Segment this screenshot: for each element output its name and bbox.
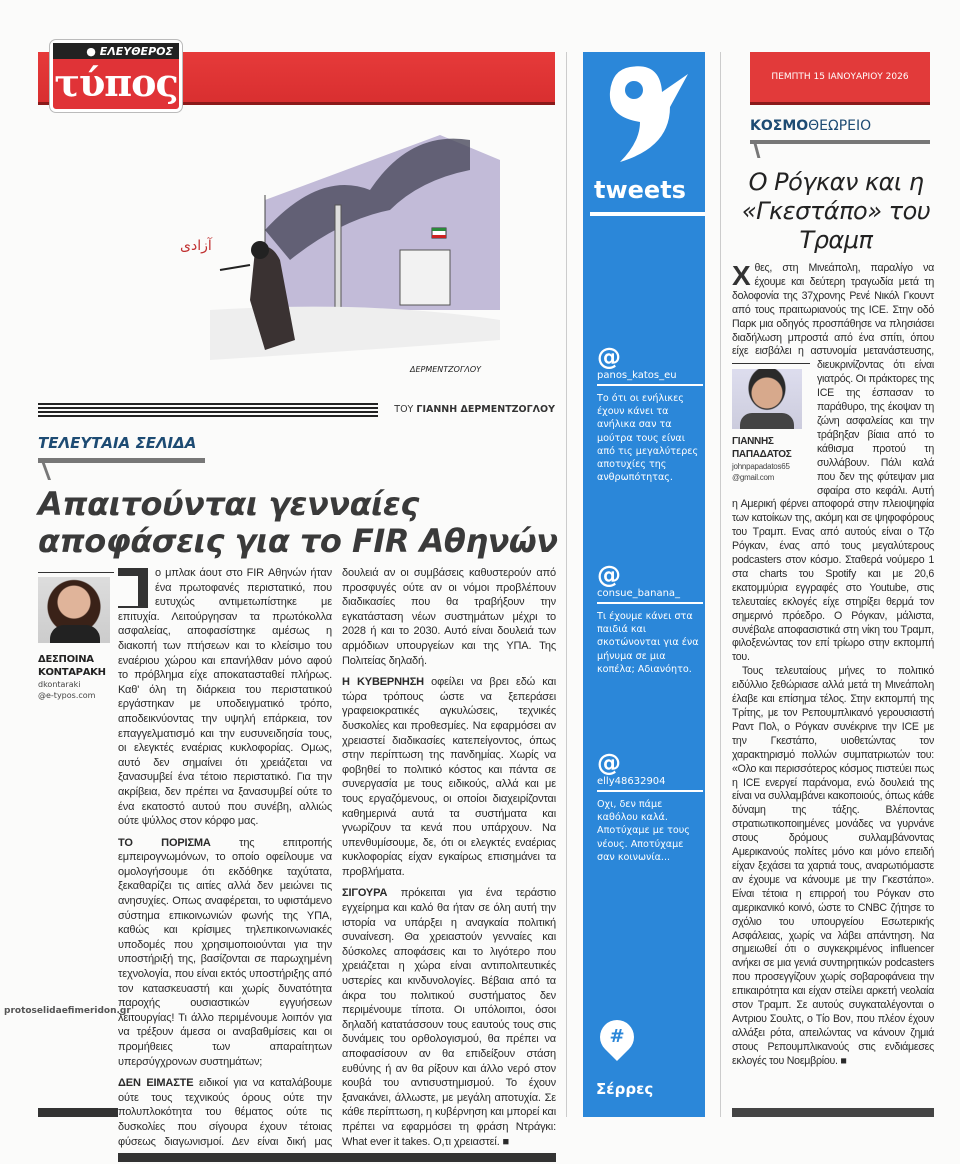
tweet-text: Οχι, δεν πάμε καθόλου καλά. Αποτύχαμε με τους νέους. Αποτύχαμε σαν κοινωνία... (597, 799, 690, 863)
tweet-handle: consue_banana_ (597, 588, 703, 604)
columnist-photo (732, 369, 802, 429)
editorial-cartoon (170, 110, 510, 395)
tweet-text: Τι έχουμε κάνει στα παιδιά και σκοτώνονται για ένα μήνυμα σε μια κοπέλα; Αδιανόητο. (597, 611, 699, 675)
article-wrapper (118, 566, 556, 1162)
paragraph: ΔΕΝ ΕΙΜΑΣΤΕ ειδικοί για να καταλάβουμε ούτε τους τεχνικούς όρους ούτε την πολυπλοκότητα του θέματος ούτε τις δυσκολίες που σίγουρα έχουν τέτοιας φύσεως διαγωνισμοί. Δεν είναι δική μας δουλειά αν οι συμβάσεις καθυστερούν από προσφυγές ούτε αν οι νόμοι προβλέπουν διαδικασίες που θα τραβήξουν την εγκατάσταση νέων συστημάτων μέχρι το 2028 ή και το 2030. Αυτό είναι δουλειά των αρμόδιων υπουργείων και της ΥΠΑ. Της Πολιτείας δηλαδή. (118, 567, 556, 1148)
tweet-text: Το ότι οι ενήλικες έχουν κάνει τα ανήλικα σαν τα μούτρα τους είναι από τις μεγαλύτερες αποτυχίες της ανθρωπότητας. (597, 393, 699, 484)
tweet-handle: elly48632904 (597, 776, 703, 792)
author-block (38, 572, 114, 701)
section-bar (38, 458, 205, 463)
at-icon: @ (597, 343, 621, 371)
author-name: ΔΕΣΠΟΙΝΑ ΚΟΝΤΑΡΑΚΗ (38, 654, 106, 678)
tweets-bar (590, 212, 705, 216)
column-section-bar (750, 140, 930, 144)
paragraph: ΣΙΓΟΥΡΑ πρόκειται για ένα τεράστιο εγχείρημα και καλό θα ήταν σε όλη αυτή την ιστορία να υπάρξει η αναγκαία πολιτική συναίνεση. Θα χρειαστούν γενναίες και δύσκολες αποφάσεις και το λιγότερο που χρειάζεται η χώρα είναι αντιπολιτευτικές υστερίες και κινδυνολογίες. Βέβαια από τα άκρα του πολιτικού συστήματος δεν περιμένουμε τίποτα. Οι υπόλοιποι, όσοι δηλαδή κατατάσσουν τους εαυτούς τους στις δυνάμεις του ορθολογισμού, θα πρέπει να αποφασίσουν αν θα επιδείξουν στάση ευθύνης ή αν θα ρίξουν και άλλο νερό στον κουβά του αντισυστημισμού. Το έχουν ξανακάνει, άλλωστε, με μεγάλη αποτυχία. Σε κάθε περίπτωση, η κυβέρνηση και μπορεί και πρέπει να εφαρμόσει τη φράση Ντράγκι: What ever it takes. Ο,τι χρειαστεί. ■ (342, 887, 556, 1148)
logo-top: ● ΕΛΕΥΘΕΡΟΣ (53, 43, 179, 59)
cartoon-signature: ΔΕΡΜΕΝΤΖΟΓΛΟΥ (410, 365, 482, 374)
tweets-city: Σέρρες (596, 1080, 654, 1098)
cartoon-stripes (38, 403, 378, 418)
tweet (597, 344, 703, 484)
column-divider (720, 52, 721, 1117)
tweet (597, 750, 703, 864)
cartoon-caption: آزادی (180, 238, 212, 254)
credit-prefix: ΤΟΥ (394, 404, 414, 415)
column-divider (566, 52, 567, 1117)
at-icon: @ (597, 561, 621, 589)
author-email[interactable]: dkontaraki @e-typos.com (38, 680, 96, 700)
paragraph: ΤΟ ΠΟΡΙΣΜΑ της επιτροπής εμπειρογνωμόνων, το οποίο οφείλουμε να ομολογήσουμε ότι εκδόθηκε ταχύτατα, ξεκαθαρίζει τις αιτίες αλλά δεν μειώνει τις ανησυχίες. Οπως αναφέρεται, το υφιστάμενο σύστημα επικοινωνιών φωνής της ΥΠΑ, καθώς και κρίσιμες τηλεπικοινωνιακές υποδομές που χρησιμοποιούνται για την υποστήριξή της, βασίζονται σε παρωχημένη τεχνολογία, που είναι εκτός υποστήριξης από τον κατασκευαστή και χωρίς δυνατότητα παροχής ουσιαστικών εγγυήσεων λειτουργίας! Τι άλλο περιμένουμε λοιπόν για να τρέξουν άμεσα οι αναβαθμίσεις και οι προμήθειες των απαραίτητων υπερσύγχρονων συστημάτων; (118, 836, 332, 1068)
logo-main: τύπος (54, 60, 178, 105)
watermark: protoselidaefimeridon.gr (4, 1006, 131, 1016)
tweets-label: tweets (594, 176, 686, 204)
author-photo (38, 577, 110, 643)
column-wrapper (732, 262, 934, 1117)
article-headline: Απαιτούνται γενναίες αποφάσεις για το FIR Αθηνών (38, 485, 558, 560)
section-label: ΤΕΛΕΥΤΑΙΑ ΣΕΛΙΔΑ (38, 434, 197, 452)
bottom-bar (118, 1153, 556, 1162)
paragraph: Χθες, στη Μινεάπολη, παραλίγο να έχουμε και δεύτερη τραγωδία μετά τη δολοφονία της 37χρονης Ρενέ Νικόλ Γκουντ από τους πραιτωριανούς της ICE. Στην οδό Παρκ μια οδηγός προσπάθησε να πλησιάσει διαδήλωση μπροστά από ένα σπίτι, όπου είχε εισβάλει η αστυνομία μετανάστευσης, διευκρινίζοντας ότι είναι ΓΙΑΝΝΗΣ ΠΑΠΑΔΑΤΟΣ johnpapadatos65 @gmail.com γιατρός. Οι πράκτορες της ICE της έσπασαν το παράθυρο, της έκοψαν τη ζώνη ασφαλείας και την τράβηξαν βίαια από το κάθισμα προτού τη συλλάβουν. Πάλι καλά που δεν της φύτεψαν μια σφαίρα στο κεφάλι. Αυτή η Αμερική φέρνει αποφορά στην πλειοψηφία των κατοίκων της, ακόμη και σε ψηφοφόρους του Τραμπ. Ενας από αυτούς είναι ο Τζο Ρόγκαν, ένας από τους μεγαλύτερους podcasters στον κόσμο. Σταθερά νούμερο 1 στα charts του Spotify και με 20,6 εκατομμύρια εγγραφές στο Youtube, στις τελευταίες εκλογές είχε στηρίξει θερμά τον σημερινό πρόεδρο. Ο Ρόγκαν, μάλιστα, συνέβαλε αποφασιστικά στη νίκη του Τραμπ, φιλοξενώντας τον επί τρίωρο στην εκπομπή του. (732, 260, 934, 664)
cartoon-credit (380, 404, 555, 415)
column-section-label: ΚΟΣΜΟΘΕΩΡΕΙΟ (750, 118, 872, 134)
column-title: Ο Ρόγκαν και η «Γκεστάπο» του Τραμπ (741, 168, 931, 254)
tweet-handle: panos_katos_eu (597, 370, 703, 386)
paragraph: Τους τελευταίους μήνες το πολιτικό ειδύλλιο ξεθώριασε αλλά μετά τη Μινεάπολη έλαβε και επίσημα τέλος. Στην εκπομπή της Τρίτης, με τον Ρεπουμπλικανό γερουσιαστή Ραντ Πολ, ο Ρόγκαν συνέκρινε την ICE με την Γκεστάπο, υιοθετώντας τον χαρακτηρισμό πολλών συμπατριωτών του: «Ολο και περισσότερος κόσμος πιστεύει πως η ICE ενεργεί παράνομα, ενώ δουλειά της είναι να συλλαμβάνει κακοποιούς, όπως κάθε δύναμη της τάξης. Βλέποντας στρατιωτικοποιημένες μονάδες να γυρνάνε στους δρόμους συλλαμβάνοντας Αμερικανούς πολίτες μόνο και μόνο επειδή είχαν ξεχάσει τα χαρτιά τους, αναρωτιόμαστε αν έχουμε να κάνουμε με την Γκεστάπο». Είναι τέτοια η επιρροή του Ρόγκαν στο αμερικανικό κοινό, ώστε το CNBC ζήτησε το σχόλιο του υπουργείου Εσωτερικής Ασφάλειας, χωρίς να λάβει απάντηση. Να σημειωθεί ότι ο συγκεκριμένος influencer ανήκει σε μια γενιά συντηρητικών podcasters που προσεγγίζουν χωρίς σοβαροφάνεια την επικαιρότητα και είχαν στείλει αρκετή νεολαία στον Τραμπ. Σε αυτούς συγκαταλέγονται ο Αντριου Σουλτς, ο Τίο Βον, που πλέον έχουν αλλάξει ρότα, απειλώντας να κάνουν ζημιά στους Ρεπουμπλικανούς στις ενδιάμεσες εκλογές του Νοεμβρίου. ■ (732, 665, 934, 1067)
credit-name: ΓΙΑΝΝΗ ΔΕΡΜΕΝΤΖΟΓΛΟΥ (416, 404, 555, 415)
column-bottom-bar (732, 1108, 934, 1117)
bottom-bar-left (38, 1108, 118, 1117)
issue-date: ΠΕΜΠΤΗ 15 ΙΑΝΟΥΑΡΙΟΥ 2026 (750, 52, 930, 105)
location-pin-icon: # (593, 1013, 641, 1061)
bird-icon (600, 62, 690, 172)
at-icon: @ (597, 749, 621, 777)
columnist-email[interactable]: johnpapadatos65 @gmail.com (732, 462, 790, 483)
drop-cap: Χ (732, 260, 751, 291)
columnist-name: ΓΙΑΝΝΗΣ ΠΑΠΑΔΑΤΟΣ (732, 436, 792, 461)
paragraph: Η ΚΥΒΕΡΝΗΣΗ οφείλει να βρει εδώ και τώρα τρόπους ώστε να ξεπεράσει γραφειοκρατικές αγκυλώσεις, τεχνικές δυσκολίες και προθεσμίες. Να εφαρμόσει αν χρειαστεί διαδικασίες κατεπείγοντος, όπως στην περίπτωση της πανδημίας. Χωρίς να φοβηθεί το πολιτικό κόστος και πάντα σε συνεργασία με τους ειδικούς, αλλά και με τους εργαζόμενους, οι οποίοι διαχειρίζονται καθημερινά αυτά τα συστήματα και γνωρίζουν τα κενά που υπάρχουν. Να υπενθυμίσουμε, δε, ότι οι ελεγκτές εναέριας κυκλοφορίας είχαν εγκαίρως επισημάνει τα προβλήματα. (342, 676, 556, 878)
article-body (118, 566, 556, 1153)
drop-cap-t (118, 568, 148, 608)
columnist-block (732, 363, 810, 483)
paragraph: ο μπλακ άουτ στο FIR Αθηνών ήταν ένα πρωτοφανές περιστατικό, που ευτυχώς αντιμετωπίστηκε με επιτυχία. Λειτούργησαν τα πρωτόκολλα ασφαλείας, αποφασίστηκε αμέσως η διακοπή των πτήσεων και το κλείσιμο του εναέριου χώρου και επανήλθαν μόνο αφού το πρόβλημα είχε αποκατασταθεί πλήρως. Καθ' όλη τη διάρκεια του περιστατικού εργάστηκαν με υποδειγματικό τρόπο, αποδεικνύοντας την υψηλή επάρκεια, τον επαγγελματισμό και την ευσυνειδησία τους, οι ελεγκτές εναέριας κυκλοφορίας. Ομως, αυτό δεν σημαίνει ότι χρειάζεται να ξανασυμβεί ένα τέτοιο περιστατικό. Για την ακρίβεια, δεν πρέπει να ξανασυμβεί ούτε το ένα εκατοστό αυτού που συνέβη, αλλιώς ούτε ψύλλος στον κόρφο μας. (118, 567, 332, 828)
column-body (732, 262, 934, 1069)
tweet (597, 562, 703, 676)
newspaper-logo (50, 40, 182, 112)
